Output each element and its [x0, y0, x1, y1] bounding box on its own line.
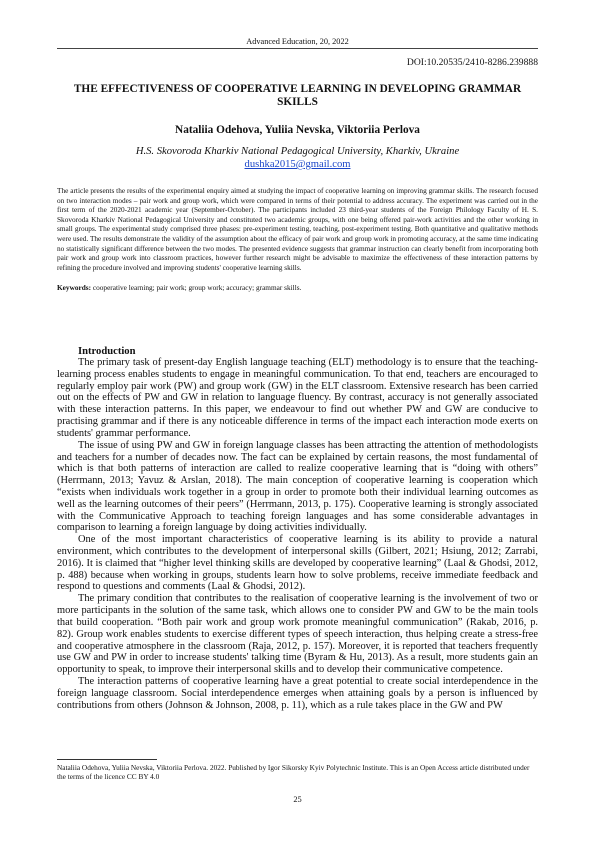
- keywords-label: Keywords:: [57, 283, 92, 292]
- paragraph: One of the most important characteristics of cooperative learning is its ability to provide a natural environment, which contributes to the development of interpersonal skills (Gilbert, 2021; Hsiung, 2012; Zarrabi, 2016). It is claimed that “higher level thinking skills are developed by cooperative learning” (Laal & Ghodsi, 2012, p. 488) because when working in groups, students learn how to solve problems, receive immediate feedback and respond to questions and comments (Laal & Ghodsi, 2012).: [57, 534, 538, 593]
- paragraph: The primary task of present-day English language teaching (ELT) methodology is to ensure that the teaching-learning process enables students to engage in meaningful communication. To that end, teachers are encouraged to regularly employ pair work (PW) and group work (GW) in the ELT classroom. Extensive research has been carried out on the effects of PW and GW in relation to language fluency. By contrast, accuracy is not generally associated with these interaction patterns. In this paper, we endeavour to find out whether PW and GW are conducive to practising grammar and if there is any noticeable difference in terms of the impact each interaction mode exerts on students' grammar performance.: [57, 357, 538, 439]
- page-number: 25: [293, 795, 302, 804]
- section-heading-introduction: Introduction: [78, 346, 136, 357]
- paragraph: The issue of using PW and GW in foreign language classes has been attracting the attention of methodologists and teachers for a number of decades now. The fact can be explained by certain reasons, the most fundamental of which is that both patterns of interaction are called to realize cooperative learning that is “doing with others” (Herrmann, 2013; Yavuz & Arslan, 2018). The main conception of cooperative learning is cooperation which “exists when individuals work together in a group in order to promote both their individual learning outcomes as well as the learning outcomes of their peers” (Herrmann, 2013, p. 175). Cooperative learning is strongly associated with the Communicative Approach to teaching foreign languages and has some considerable advantages in comparison to learning a foreign language by doing activities individually.: [57, 439, 538, 534]
- doi: DOI:10.20535/2410-8286.239888: [406, 57, 538, 68]
- footnote-rule: [57, 759, 157, 760]
- authors: Nataliia Odehova, Yuliia Nevska, Viktoriia Perlova: [175, 124, 420, 136]
- header-rule: [57, 48, 538, 49]
- paragraph: The interaction patterns of cooperative learning have a great potential to create social interdependence in the foreign language classroom. Social interdependence emerges when attaining goals by a person is influenced by contributions from others (Johnson & Johnson, 2008, p. 11), which as a rule takes place in the GW and PW: [57, 675, 538, 711]
- running-head: Advanced Education, 20, 2022: [246, 37, 349, 46]
- article-title: [57, 83, 538, 109]
- footnote: Nataliia Odehova, Yuliia Nevska, Viktoriia Perlova. 2022. Published by Igor Sikorsky Kyiv Polytechnic Institute. This is an Open Access article distributed under the terms of the licence CC BY 4.0: [57, 763, 530, 782]
- affiliation: H.S. Skovoroda Kharkiv National Pedagogical University, Kharkiv, Ukraine: [135, 146, 460, 157]
- paragraph: The primary condition that contributes to the realisation of cooperative learning is the involvement of two or more participants in the solution of the same task, which allows one to consider PW and GW to be the main tools that build cooperation. “Both pair work and group work promote meaningful communication” (Rakab, 2016, p. 82). Group work enables students to exercise different types of speech interaction, thus helping create a stress-free and cooperative atmosphere in the classroom (Raja, 2012, p. 157). Moreover, it is reported that teachers frequently use GW and PW in order to increase students' talking time (Byram & Hu, 2013). As a result, more students gain an opportunity to speak, to improve their interpersonal skills and to develop their communicative competence.: [57, 593, 538, 676]
- email-link[interactable]: dushka2015@gmail.com: [244, 159, 351, 170]
- body-text: [57, 357, 538, 711]
- abstract: The article presents the results of the experimental enquiry aimed at studying the impact of cooperative learning on improving grammar skills. The research focused on two interaction modes – pair work and group work, which were compared in terms of their potential to address accuracy. The experiment was carried out in the first term of the 2020-2021 academic year (September-October). The participants included 23 third-year students of the Foreign Philology Faculty of H. S. Skovoroda Kharkiv National Pedagogical University and constituted two academic groups, with one being offered pair-work activities and the other working in small groups. The experimental study comprised three phases: pre-experiment testing, teaching, post-experiment testing. Both quantitative and qualitative methods were used. The results demonstrate the validity of the assumption about the efficacy of pair work and group work in promoting accuracy, at the same time indicating no statistically significant difference between the two modes. The presented evidence suggests that grammar instruction can clearly benefit from incorporating both pair work and group work into classroom practices, however further research might be advisable to maximize the effectiveness of these interaction patterns by refining the procedure involved and improving students' cooperative learning skills.: [57, 186, 538, 272]
- email-line: [57, 159, 538, 170]
- title-line-1: THE EFFECTIVENESS OF COOPERATIVE LEARNING IN DEVELOPING GRAMMAR: [73, 83, 522, 95]
- keywords: [57, 283, 538, 292]
- keywords-list: cooperative learning; pair work; group work; accuracy; grammar skills.: [91, 283, 302, 292]
- title-line-2: SKILLS: [277, 96, 318, 108]
